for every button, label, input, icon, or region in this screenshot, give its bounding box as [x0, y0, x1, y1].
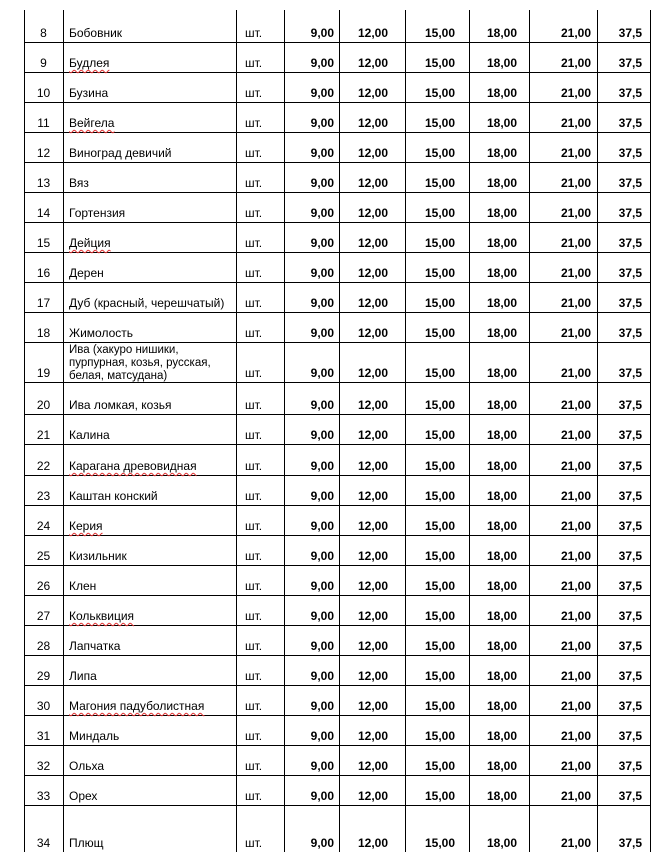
- price-2: 12,00: [357, 699, 388, 713]
- price-2: 12,00: [357, 729, 388, 743]
- price-1: 9,00: [310, 729, 334, 743]
- row-number: 30: [36, 699, 51, 713]
- unit: шт.: [245, 459, 263, 473]
- price-1: 9,00: [310, 176, 334, 190]
- unit: шт.: [245, 266, 263, 280]
- price-2: 12,00: [357, 789, 388, 803]
- plant-name: Клен: [69, 579, 97, 593]
- row-number: 34: [36, 836, 51, 850]
- row-number: 32: [36, 759, 51, 773]
- table-row: [0, 805, 662, 852]
- table-row: [0, 312, 662, 342]
- price-1: 9,00: [310, 669, 334, 683]
- price-2: 12,00: [357, 206, 388, 220]
- price-2: 12,00: [357, 296, 388, 310]
- price-6: 37,5: [618, 789, 642, 803]
- price-6: 37,5: [618, 459, 642, 473]
- price-2: 12,00: [357, 669, 388, 683]
- plant-name: Карагана древовидная: [69, 459, 197, 473]
- price-1: 9,00: [310, 56, 334, 70]
- plant-name: Ива ломкая, козья: [69, 398, 172, 412]
- plant-name: Орех: [69, 789, 98, 803]
- price-6: 37,5: [618, 176, 642, 190]
- price-6: 37,5: [618, 519, 642, 533]
- row-number: 26: [36, 579, 51, 593]
- table-row: [0, 505, 662, 535]
- row-number: 11: [37, 116, 50, 130]
- plant-name: Бобовник: [69, 26, 123, 40]
- price-1: 9,00: [310, 759, 334, 773]
- row-number: 19: [36, 366, 51, 380]
- price-4: 18,00: [486, 206, 517, 220]
- unit: шт.: [245, 176, 263, 190]
- table-row: [0, 132, 662, 162]
- unit: шт.: [245, 489, 263, 503]
- table-row: [0, 655, 662, 685]
- unit: шт.: [245, 26, 263, 40]
- price-1: 9,00: [310, 398, 334, 412]
- table-row: [0, 595, 662, 625]
- row-number: 29: [36, 669, 51, 683]
- table-row: [0, 685, 662, 715]
- table-row: [0, 252, 662, 282]
- price-5: 21,00: [560, 549, 591, 563]
- table-row: [0, 444, 662, 475]
- price-6: 37,5: [618, 759, 642, 773]
- price-2: 12,00: [357, 366, 388, 380]
- price-5: 21,00: [560, 836, 591, 850]
- price-4: 18,00: [486, 549, 517, 563]
- table-row: [0, 625, 662, 655]
- plant-name: Калина: [69, 428, 110, 442]
- plant-name: Каштан конский: [69, 489, 158, 503]
- price-1: 9,00: [310, 789, 334, 803]
- price-6: 37,5: [618, 146, 642, 160]
- price-4: 18,00: [486, 699, 517, 713]
- price-4: 18,00: [486, 428, 517, 442]
- plant-name: Гортензия: [69, 206, 126, 220]
- table-row: [0, 745, 662, 775]
- price-6: 37,5: [618, 428, 642, 442]
- price-1: 9,00: [310, 609, 334, 623]
- price-5: 21,00: [560, 86, 591, 100]
- price-3: 15,00: [424, 176, 455, 190]
- table-row: [0, 414, 662, 444]
- unit: шт.: [245, 549, 263, 563]
- price-2: 12,00: [357, 609, 388, 623]
- price-4: 18,00: [486, 579, 517, 593]
- row-number: 28: [36, 639, 51, 653]
- price-3: 15,00: [424, 729, 455, 743]
- price-6: 37,5: [618, 729, 642, 743]
- row-number: 15: [36, 236, 51, 250]
- price-2: 12,00: [357, 266, 388, 280]
- price-5: 21,00: [560, 759, 591, 773]
- price-2: 12,00: [357, 236, 388, 250]
- unit: шт.: [245, 729, 263, 743]
- price-6: 37,5: [618, 609, 642, 623]
- table-row: [0, 382, 662, 414]
- unit: шт.: [245, 86, 263, 100]
- price-4: 18,00: [486, 519, 517, 533]
- price-2: 12,00: [357, 116, 388, 130]
- plant-name: Плющ: [69, 836, 104, 850]
- plant-name: Керия: [69, 519, 103, 533]
- price-3: 15,00: [424, 56, 455, 70]
- table-row: [0, 192, 662, 222]
- plant-name: Жимолость: [69, 326, 134, 340]
- price-3: 15,00: [424, 459, 455, 473]
- price-3: 15,00: [424, 699, 455, 713]
- table-row: [0, 475, 662, 505]
- price-4: 18,00: [486, 56, 517, 70]
- unit: шт.: [245, 519, 263, 533]
- plant-name: Дерен: [69, 266, 104, 280]
- plant-name: Ива (хакуро нишики, пурпурная, козья, русская, белая, матсудана): [69, 344, 211, 382]
- price-3: 15,00: [424, 326, 455, 340]
- price-5: 21,00: [560, 56, 591, 70]
- price-5: 21,00: [560, 639, 591, 653]
- price-4: 18,00: [486, 729, 517, 743]
- price-1: 9,00: [310, 266, 334, 280]
- price-1: 9,00: [310, 116, 334, 130]
- unit: шт.: [245, 116, 263, 130]
- table-row: [0, 162, 662, 192]
- unit: шт.: [245, 428, 263, 442]
- price-5: 21,00: [560, 266, 591, 280]
- price-5: 21,00: [560, 699, 591, 713]
- price-3: 15,00: [424, 398, 455, 412]
- price-5: 21,00: [560, 428, 591, 442]
- plant-name: Дуб (красный, черешчатый): [69, 296, 225, 310]
- price-6: 37,5: [618, 206, 642, 220]
- price-3: 15,00: [424, 146, 455, 160]
- row-number: 22: [36, 459, 51, 473]
- table-row: [0, 12, 662, 42]
- plant-name: Бузина: [69, 86, 109, 100]
- row-number: 14: [36, 206, 51, 220]
- unit: шт.: [245, 296, 263, 310]
- price-3: 15,00: [424, 266, 455, 280]
- price-1: 9,00: [310, 86, 334, 100]
- price-5: 21,00: [560, 366, 591, 380]
- price-6: 37,5: [618, 669, 642, 683]
- price-4: 18,00: [486, 609, 517, 623]
- price-3: 15,00: [424, 296, 455, 310]
- table-row: [0, 282, 662, 312]
- table-row: [0, 565, 662, 595]
- price-6: 37,5: [618, 549, 642, 563]
- price-6: 37,5: [618, 579, 642, 593]
- price-2: 12,00: [357, 326, 388, 340]
- price-6: 37,5: [618, 56, 642, 70]
- unit: шт.: [245, 56, 263, 70]
- row-number: 16: [36, 266, 51, 280]
- plant-name: Вейгела: [69, 116, 115, 130]
- price-2: 12,00: [357, 519, 388, 533]
- price-5: 21,00: [560, 146, 591, 160]
- price-2: 12,00: [357, 459, 388, 473]
- plant-name: Липа: [69, 669, 97, 683]
- unit: шт.: [245, 146, 263, 160]
- price-5: 21,00: [560, 609, 591, 623]
- price-4: 18,00: [486, 26, 517, 40]
- price-1: 9,00: [310, 549, 334, 563]
- price-3: 15,00: [424, 86, 455, 100]
- price-4: 18,00: [486, 398, 517, 412]
- unit: шт.: [245, 699, 263, 713]
- price-5: 21,00: [560, 236, 591, 250]
- plant-name: Будлея: [69, 56, 110, 70]
- plant-name: Лапчатка: [69, 639, 121, 653]
- price-5: 21,00: [560, 579, 591, 593]
- row-number: 10: [36, 86, 51, 100]
- price-3: 15,00: [424, 206, 455, 220]
- price-5: 21,00: [560, 398, 591, 412]
- price-2: 12,00: [357, 639, 388, 653]
- table-row: [0, 715, 662, 745]
- price-4: 18,00: [486, 789, 517, 803]
- price-3: 15,00: [424, 519, 455, 533]
- price-1: 9,00: [310, 836, 334, 850]
- unit: шт.: [245, 836, 263, 850]
- row-number: 21: [36, 428, 51, 442]
- price-5: 21,00: [560, 326, 591, 340]
- price-5: 21,00: [560, 26, 591, 40]
- price-4: 18,00: [486, 669, 517, 683]
- row-number: 13: [36, 176, 51, 190]
- price-1: 9,00: [310, 26, 334, 40]
- row-number: 9: [40, 56, 47, 70]
- plant-name: Ольха: [69, 759, 104, 773]
- price-3: 15,00: [424, 428, 455, 442]
- table-row: [0, 222, 662, 252]
- price-1: 9,00: [310, 519, 334, 533]
- price-4: 18,00: [486, 176, 517, 190]
- price-3: 15,00: [424, 366, 455, 380]
- price-3: 15,00: [424, 489, 455, 503]
- price-5: 21,00: [560, 296, 591, 310]
- price-5: 21,00: [560, 729, 591, 743]
- price-2: 12,00: [357, 56, 388, 70]
- row-number: 18: [36, 326, 51, 340]
- table-row: [0, 72, 662, 102]
- unit: шт.: [245, 759, 263, 773]
- price-4: 18,00: [486, 86, 517, 100]
- price-6: 37,5: [618, 116, 642, 130]
- row-number: 33: [36, 789, 51, 803]
- price-5: 21,00: [560, 519, 591, 533]
- price-4: 18,00: [486, 146, 517, 160]
- price-4: 18,00: [486, 489, 517, 503]
- price-3: 15,00: [424, 579, 455, 593]
- price-6: 37,5: [618, 489, 642, 503]
- price-4: 18,00: [486, 639, 517, 653]
- price-2: 12,00: [357, 146, 388, 160]
- price-2: 12,00: [357, 579, 388, 593]
- unit: шт.: [245, 579, 263, 593]
- unit: шт.: [245, 398, 263, 412]
- price-2: 12,00: [357, 176, 388, 190]
- price-4: 18,00: [486, 366, 517, 380]
- price-3: 15,00: [424, 789, 455, 803]
- price-4: 18,00: [486, 836, 517, 850]
- price-2: 12,00: [357, 428, 388, 442]
- row-number: 25: [36, 549, 51, 563]
- price-4: 18,00: [486, 459, 517, 473]
- price-2: 12,00: [357, 86, 388, 100]
- price-5: 21,00: [560, 489, 591, 503]
- price-6: 37,5: [618, 266, 642, 280]
- row-number: 17: [36, 296, 51, 310]
- price-1: 9,00: [310, 326, 334, 340]
- unit: шт.: [245, 639, 263, 653]
- price-6: 37,5: [618, 26, 642, 40]
- price-6: 37,5: [618, 236, 642, 250]
- table-row: [0, 775, 662, 805]
- price-1: 9,00: [310, 146, 334, 160]
- price-6: 37,5: [618, 296, 642, 310]
- unit: шт.: [245, 206, 263, 220]
- price-2: 12,00: [357, 489, 388, 503]
- unit: шт.: [245, 236, 263, 250]
- price-6: 37,5: [618, 398, 642, 412]
- plant-name: Миндаль: [69, 729, 120, 743]
- price-5: 21,00: [560, 669, 591, 683]
- price-1: 9,00: [310, 236, 334, 250]
- price-6: 37,5: [618, 326, 642, 340]
- price-6: 37,5: [618, 639, 642, 653]
- price-1: 9,00: [310, 489, 334, 503]
- price-3: 15,00: [424, 836, 455, 850]
- price-4: 18,00: [486, 326, 517, 340]
- price-3: 15,00: [424, 759, 455, 773]
- price-3: 15,00: [424, 609, 455, 623]
- price-1: 9,00: [310, 459, 334, 473]
- price-1: 9,00: [310, 639, 334, 653]
- table-row: [0, 535, 662, 565]
- price-2: 12,00: [357, 398, 388, 412]
- unit: шт.: [245, 669, 263, 683]
- row-number: 27: [36, 609, 51, 623]
- price-1: 9,00: [310, 296, 334, 310]
- price-5: 21,00: [560, 459, 591, 473]
- row-number: 20: [36, 398, 51, 412]
- price-5: 21,00: [560, 789, 591, 803]
- price-4: 18,00: [486, 759, 517, 773]
- price-4: 18,00: [486, 266, 517, 280]
- price-5: 21,00: [560, 206, 591, 220]
- plant-name: Вяз: [69, 176, 89, 190]
- unit: шт.: [245, 609, 263, 623]
- price-6: 37,5: [618, 836, 642, 850]
- plant-name: Виноград девичий: [69, 146, 172, 160]
- plant-name: Магония падуболистная: [69, 699, 205, 713]
- unit: шт.: [245, 366, 263, 380]
- price-6: 37,5: [618, 699, 642, 713]
- plant-name: Кизильник: [69, 549, 127, 563]
- price-3: 15,00: [424, 549, 455, 563]
- price-1: 9,00: [310, 579, 334, 593]
- price-5: 21,00: [560, 116, 591, 130]
- price-2: 12,00: [357, 836, 388, 850]
- price-2: 12,00: [357, 759, 388, 773]
- table-row: [0, 42, 662, 72]
- row-number: 12: [36, 146, 51, 160]
- price-3: 15,00: [424, 26, 455, 40]
- price-2: 12,00: [357, 26, 388, 40]
- price-4: 18,00: [486, 296, 517, 310]
- row-number: 24: [36, 519, 51, 533]
- price-3: 15,00: [424, 669, 455, 683]
- price-5: 21,00: [560, 176, 591, 190]
- price-2: 12,00: [357, 549, 388, 563]
- price-3: 15,00: [424, 639, 455, 653]
- table-row: [0, 342, 662, 382]
- row-number: 8: [40, 26, 47, 40]
- price-1: 9,00: [310, 699, 334, 713]
- unit: шт.: [245, 789, 263, 803]
- price-6: 37,5: [618, 86, 642, 100]
- row-number: 31: [36, 729, 51, 743]
- price-1: 9,00: [310, 206, 334, 220]
- plant-name: Дейция: [69, 236, 111, 250]
- table-row: [0, 102, 662, 132]
- price-3: 15,00: [424, 236, 455, 250]
- price-1: 9,00: [310, 366, 334, 380]
- plant-name: Кольквиция: [69, 609, 135, 623]
- price-4: 18,00: [486, 236, 517, 250]
- price-1: 9,00: [310, 428, 334, 442]
- unit: шт.: [245, 326, 263, 340]
- price-3: 15,00: [424, 116, 455, 130]
- price-4: 18,00: [486, 116, 517, 130]
- row-number: 23: [36, 489, 51, 503]
- price-6: 37,5: [618, 366, 642, 380]
